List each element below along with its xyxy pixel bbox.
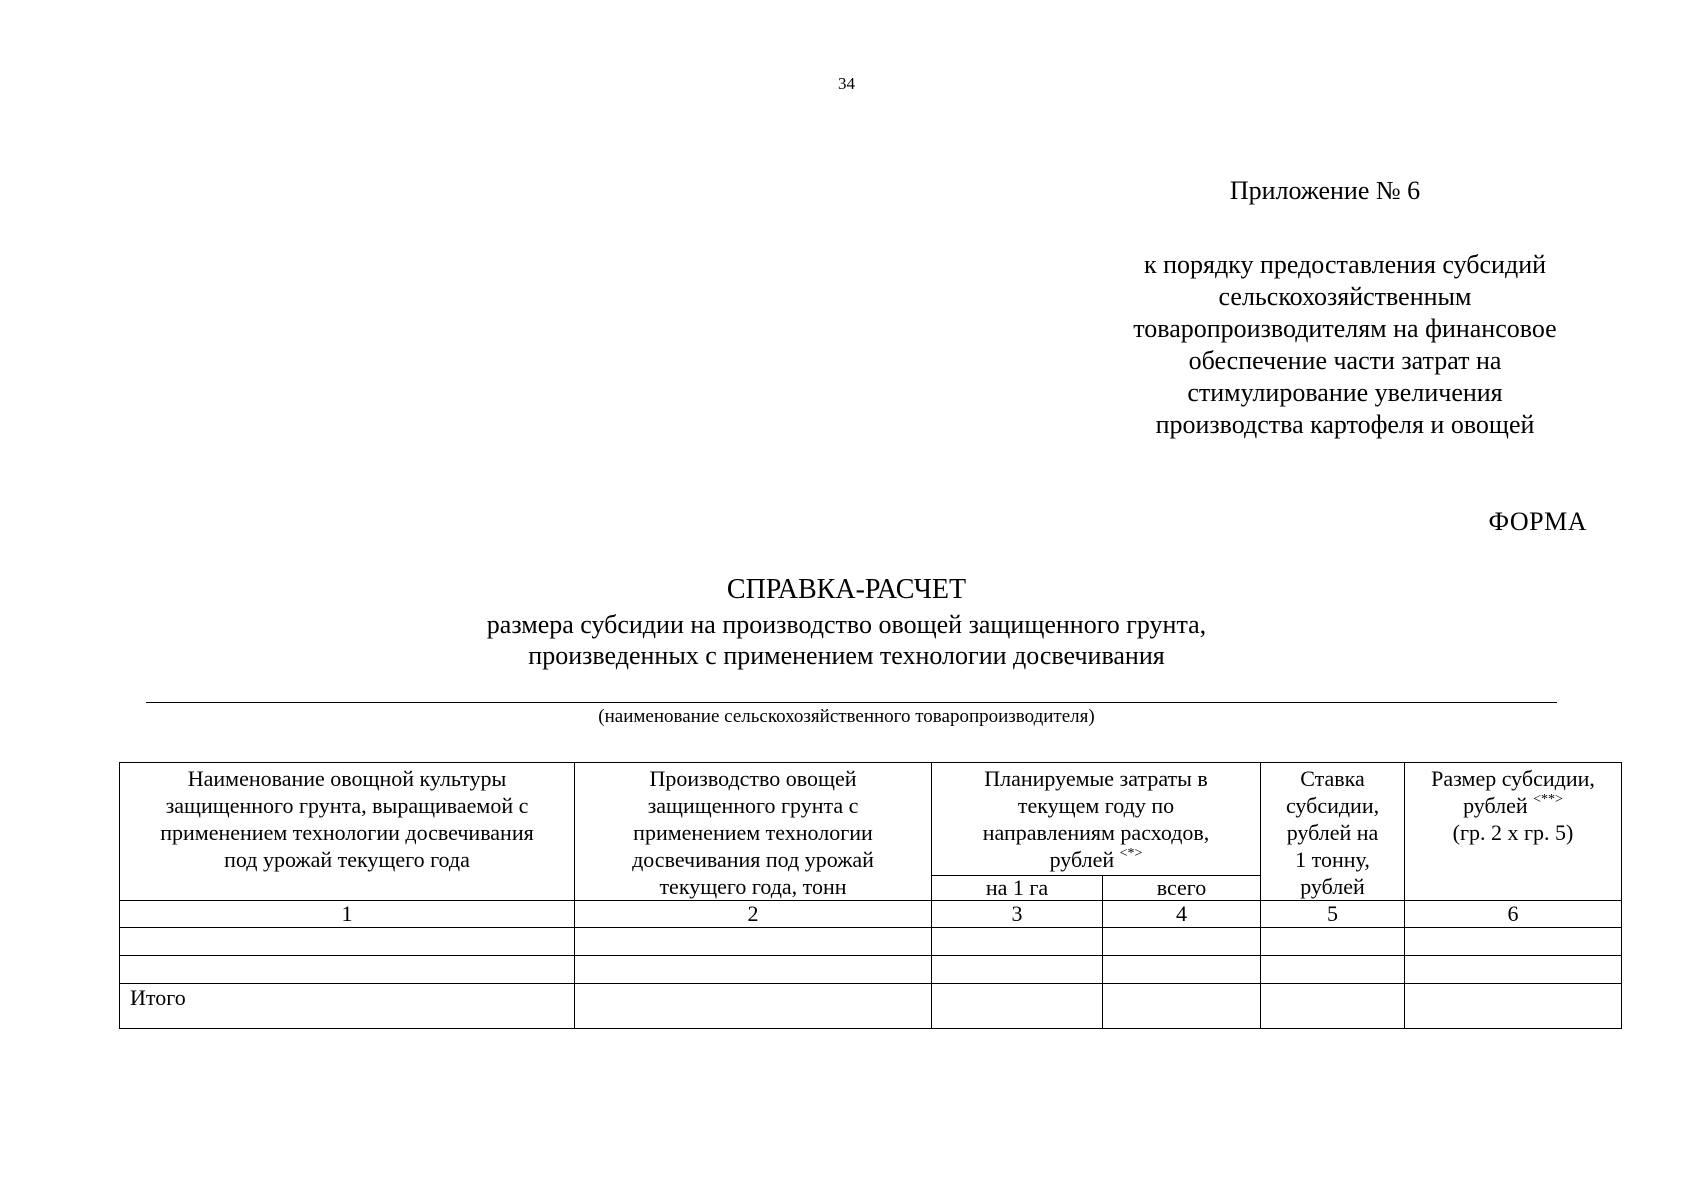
header-amount-line: Размер субсидии, <box>1431 766 1595 791</box>
table-cell[interactable] <box>1405 956 1622 984</box>
table-cell[interactable] <box>575 984 932 1029</box>
document-subtitle-line: размера субсидии на производство овощей защищенного грунта, <box>486 610 1207 639</box>
column-number: 1 <box>120 901 575 928</box>
subsidy-calculation-table <box>119 762 1622 1029</box>
header-subsidy-rate <box>1261 763 1405 901</box>
table-cell[interactable] <box>1405 984 1622 1029</box>
page-number: 34 <box>838 74 855 93</box>
appendix-subtitle <box>1085 249 1605 441</box>
table-cell[interactable] <box>932 928 1103 956</box>
document-title: СПРАВКА-РАСЧЕТ <box>726 574 967 605</box>
header-crop-name-line: Наименование овощной культуры <box>187 766 507 791</box>
table-row <box>120 956 1622 984</box>
header-crop-name-line: применением технологии досвечивания <box>160 820 534 845</box>
appendix-subtitle-line: к порядку предоставления субсидий <box>1143 250 1547 279</box>
header-rate-line: субсидии, <box>1285 793 1380 818</box>
table-cell[interactable] <box>575 956 932 984</box>
appendix-subtitle-line: сельскохозяйственным <box>1218 282 1472 311</box>
header-production-line: Производство овощей <box>649 766 857 791</box>
column-number: 4 <box>1103 901 1261 928</box>
appendix-subtitle-line: стимулирование увеличения <box>1187 378 1503 407</box>
header-amount-line: (гр. 2 x гр. 5) <box>1452 820 1574 845</box>
appendix-subtitle-line: обеспечение части затрат на <box>1188 346 1502 375</box>
table-cell[interactable] <box>1261 984 1405 1029</box>
column-number-row <box>120 901 1622 928</box>
header-rate-line: рублей на <box>1286 820 1379 845</box>
header-crop-name <box>120 763 575 901</box>
document-subtitle <box>0 609 1693 671</box>
header-production-line: защищенного грунта с <box>647 793 859 818</box>
header-subsidy-amount <box>1405 763 1622 901</box>
table-cell[interactable] <box>932 956 1103 984</box>
table-cell[interactable] <box>1261 928 1405 956</box>
header-amount-unit: рублей <box>1463 793 1528 818</box>
table-cell[interactable] <box>120 928 575 956</box>
column-number: 2 <box>575 901 932 928</box>
document-subtitle-line: произведенных с применением технологии досвечивания <box>528 641 1165 670</box>
total-label: Итого <box>120 984 575 1029</box>
header-planned-costs-unit: рублей <box>1049 847 1115 872</box>
header-rate-line: рублей <box>1300 874 1365 899</box>
footnote-marker-1: <*> <box>1119 846 1143 861</box>
header-production-line: текущего года, тонн <box>659 874 847 899</box>
header-planned-costs-line: текущем году по <box>1017 793 1175 818</box>
header-planned-costs-line: Планируемые затраты в <box>984 766 1208 791</box>
header-planned-costs <box>932 763 1261 876</box>
header-rate-line: 1 тонну, <box>1295 847 1370 872</box>
table-cell[interactable] <box>1405 928 1622 956</box>
header-production-line: применением технологии <box>633 820 873 845</box>
table-cell[interactable] <box>1261 956 1405 984</box>
header-crop-name-line: под урожай текущего года <box>224 847 470 872</box>
appendix-subtitle-line: производства картофеля и овощей <box>1155 410 1535 439</box>
header-production-line: досвечивания под урожай <box>632 847 874 872</box>
producer-name-line[interactable] <box>146 702 1557 703</box>
table-cell[interactable] <box>1103 928 1261 956</box>
column-number: 5 <box>1261 901 1405 928</box>
header-rate-line: Ставка <box>1300 766 1365 791</box>
header-planned-costs-line <box>936 846 1256 873</box>
producer-name-caption: (наименование сельскохозяйственного товаропроизводителя) <box>598 706 1095 727</box>
table-cell[interactable] <box>1103 956 1261 984</box>
column-number: 6 <box>1405 901 1622 928</box>
form-label: ФОРМА <box>1488 507 1587 536</box>
footnote-marker-2: <**> <box>1533 792 1563 807</box>
column-number: 3 <box>932 901 1103 928</box>
header-planned-costs-line: направлениям расходов, <box>982 820 1210 845</box>
appendix-title: Приложение № 6 <box>1229 176 1421 205</box>
header-crop-name-line: защищенного грунта, выращиваемой с <box>165 793 529 818</box>
table-cell[interactable] <box>932 984 1103 1029</box>
header-total-costs: всего <box>1103 876 1261 901</box>
header-amount-line <box>1409 792 1617 819</box>
total-row <box>120 984 1622 1029</box>
appendix-subtitle-line: товаропроизводителям на финансовое <box>1133 314 1557 343</box>
table-cell[interactable] <box>120 956 575 984</box>
header-production-volume <box>575 763 932 901</box>
header-per-hectare: на 1 га <box>932 876 1103 901</box>
table-row <box>120 928 1622 956</box>
table-cell[interactable] <box>1103 984 1261 1029</box>
table-cell[interactable] <box>575 928 932 956</box>
